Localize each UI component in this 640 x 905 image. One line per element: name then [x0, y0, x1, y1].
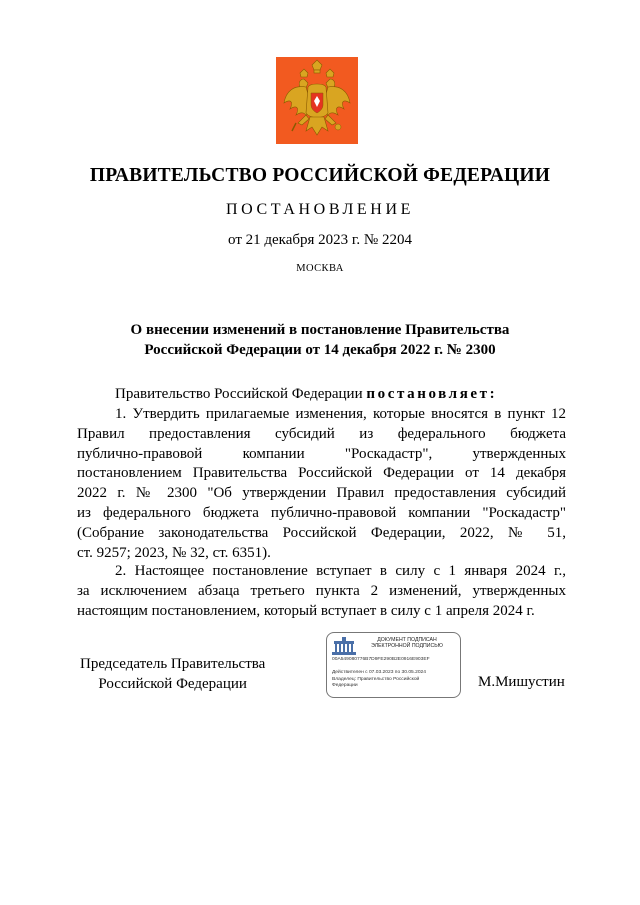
preamble	[115, 386, 497, 403]
paragraph-line: 2022 г. № 2300 "Об утверждении Правил предоставления субсидий	[77, 485, 566, 502]
document-date-number: от 21 декабря 2023 г. № 2204	[228, 232, 412, 248]
signature-certificate: 00A549080776B7D9FE290B2E0916E903EF	[332, 657, 430, 662]
signatory-position-line-2: Российской Федерации	[98, 675, 247, 692]
paragraph-line: постановлением Правительства Российской Федерации от 14 декабря	[77, 465, 566, 482]
paragraph-line: (Собрание законодательства Российской Федерации, 2022, № 51,	[77, 524, 566, 541]
signature-owner-line-2: Федерации	[332, 683, 358, 688]
electronic-signature-stamp	[326, 632, 461, 698]
paragraph-line: публично-правовой компании "Роскадастр", утвержденных	[77, 445, 566, 462]
signatory-position-line-1: Председатель Правительства	[80, 656, 266, 672]
paragraph-line: 2. Настоящее постановление вступает в силу с 1 января 2024 г.,	[115, 563, 566, 579]
paragraph-line: из федерального бюджета публично-правовой компании "Роскадастр"	[77, 504, 566, 521]
signatory-position	[80, 655, 265, 694]
paragraph-line: Правил предоставления субсидий из федерального бюджета	[77, 425, 566, 442]
paragraph-1	[77, 405, 566, 563]
preamble-text: Правительство Российской Федерации	[115, 386, 367, 402]
signature-heading-line-1: ДОКУМЕНТ ПОДПИСАН	[377, 637, 437, 643]
document-subject	[100, 320, 540, 360]
government-building-icon	[331, 637, 357, 655]
paragraph-line: за исключением абзаца третьего пункта 2 изменений, утвержденных	[77, 582, 566, 599]
signature-owner-line-1: Владелец: Правительство Российской	[332, 677, 420, 682]
paragraph-line: настоящим постановлением, который вступает в силу с 1 апреля 2024 г.	[77, 602, 535, 619]
coat-of-arms-emblem	[276, 57, 358, 144]
paragraph-line: ст. 9257; 2023, № 32, ст. 6351).	[77, 544, 271, 561]
subject-line-2: Российской Федерации от 14 декабря 2022 г. № 2300	[144, 342, 496, 358]
government-title: ПРАВИТЕЛЬСТВО РОССИЙСКОЙ ФЕДЕРАЦИИ	[89, 165, 551, 186]
subject-line-1: О внесении изменений в постановление Правительства	[130, 322, 510, 338]
double-headed-eagle-icon	[276, 57, 358, 144]
document-city: МОСКВА	[296, 263, 344, 274]
paragraph-2	[77, 562, 566, 621]
paragraph-line: 1. Утвердить прилагаемые изменения, которые вносятся в пункт 12	[115, 406, 566, 422]
document-type: ПОСТАНОВЛЕНИЕ	[226, 201, 414, 218]
signature-heading-line-2: ЭЛЕКТРОННОЙ ПОДПИСЬЮ	[371, 643, 443, 649]
signature-stamp-heading	[357, 637, 457, 649]
signatory-name: М.Мишустин	[478, 674, 565, 690]
preamble-resolves: постановляет:	[366, 386, 498, 402]
signature-validity: Действителен с 07.03.2023 по 30.05.2024	[332, 670, 426, 675]
